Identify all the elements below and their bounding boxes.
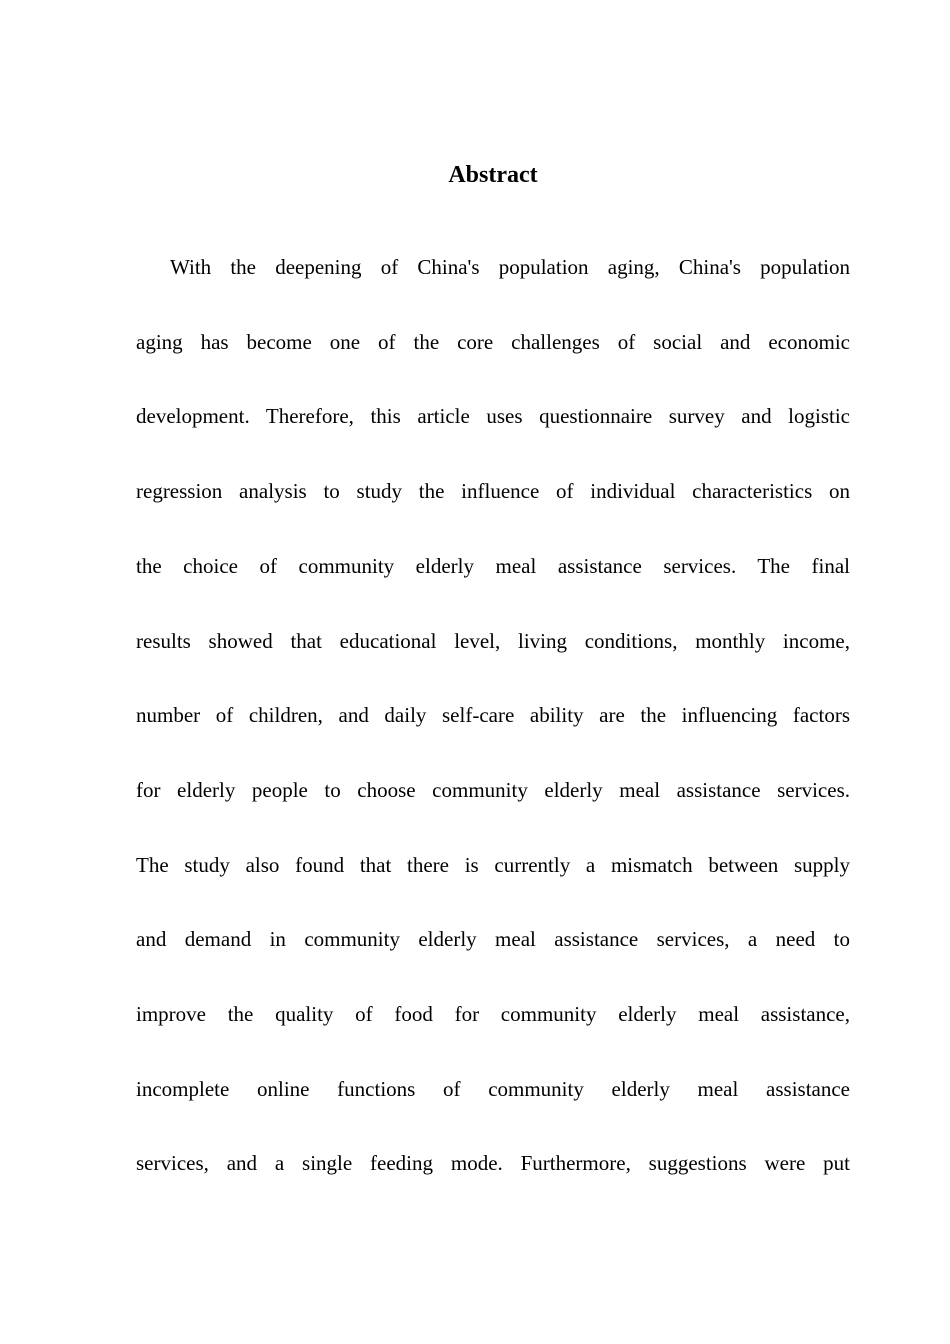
abstract-line: and demand in community elderly meal assistance services, a need to — [136, 927, 850, 951]
abstract-line: the choice of community elderly meal assistance services. The final — [136, 554, 850, 578]
abstract-line: incomplete online functions of community elderly meal assistance — [136, 1077, 850, 1101]
page-title: Abstract — [448, 162, 538, 188]
abstract-line: improve the quality of food for community elderly meal assistance, — [136, 1002, 850, 1026]
abstract-line: The study also found that there is currently a mismatch between supply — [136, 853, 850, 877]
abstract-line: With the deepening of China's population aging, China's population — [170, 255, 850, 279]
abstract-line: for elderly people to choose community elderly meal assistance services. — [136, 778, 850, 802]
abstract-line: development. Therefore, this article uses questionnaire survey and logistic — [136, 404, 850, 428]
abstract-line: services, and a single feeding mode. Furthermore, suggestions were put — [136, 1151, 850, 1175]
abstract-line: number of children, and daily self-care ability are the influencing factors — [136, 703, 850, 727]
abstract-line: regression analysis to study the influence of individual characteristics on — [136, 479, 850, 503]
abstract-line: results showed that educational level, living conditions, monthly income, — [136, 629, 850, 653]
abstract-line: aging has become one of the core challenges of social and economic — [136, 330, 850, 354]
